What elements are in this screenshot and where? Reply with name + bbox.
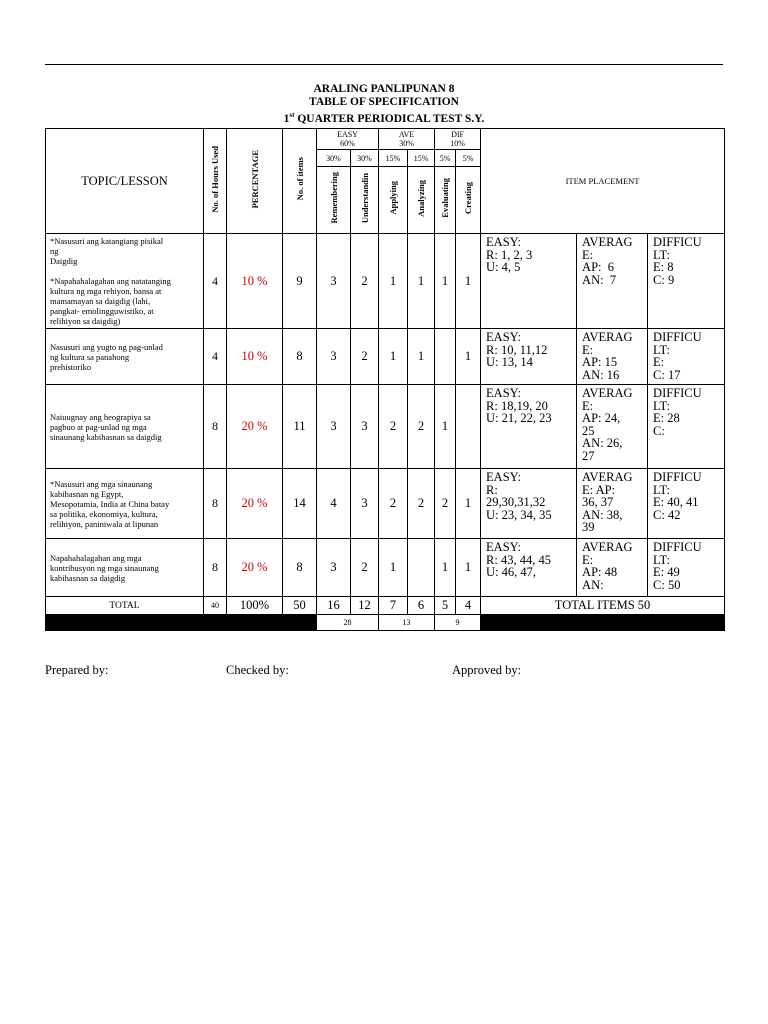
placement-line: C: 42 <box>653 507 681 522</box>
items-cell: 8 <box>283 539 317 597</box>
placement-line: C: 17 <box>653 367 681 382</box>
topic-line: sinaunang kabihasnan sa daigdig <box>50 431 162 442</box>
topic-line: pangkat- emolingguwistiko, at <box>50 306 154 316</box>
topic-line: *Napahahalagahan ang natatanging <box>50 276 171 286</box>
level-count-cell: 3 <box>351 469 379 539</box>
average-placement-cell <box>577 234 648 329</box>
difficult-placement-cell <box>648 385 725 469</box>
total-count: 16 <box>317 597 351 615</box>
level-count-cell <box>408 539 435 597</box>
hours-cell: 4 <box>204 234 227 329</box>
hours-cell: 8 <box>204 385 227 469</box>
placement-line: DIFFICU <box>653 470 702 484</box>
total-items-label: TOTAL ITEMS 50 <box>481 597 725 615</box>
level-count-cell: 3 <box>317 234 351 329</box>
level-count-cell: 2 <box>351 234 379 329</box>
easy-placement-cell <box>481 469 577 539</box>
topic-line: ng <box>50 246 59 256</box>
level-count-cell: 2 <box>351 539 379 597</box>
placement-line: LT: <box>653 552 671 567</box>
level-count-cell: 2 <box>351 329 379 385</box>
placement-line: E: 8 <box>653 260 674 274</box>
topic-line: kontribusyon ng mga sinaunang <box>50 562 159 573</box>
placement-line: EASY: <box>486 235 522 249</box>
placement-line: DIFFICU <box>653 330 702 344</box>
header-topic: TOPIC/LESSON <box>46 129 204 234</box>
table-body <box>46 234 725 597</box>
total-hours: 40 <box>204 597 227 615</box>
specification-table <box>45 128 725 631</box>
placement-line: U: 21, 22, 23 <box>486 411 552 425</box>
difficult-placement-cell <box>648 539 725 597</box>
level-count-cell: 1 <box>456 469 481 539</box>
topic-cell <box>46 469 204 539</box>
level-count-cell: 2 <box>408 469 435 539</box>
topic-line <box>50 266 199 276</box>
level-header: Creating <box>456 167 481 234</box>
placement-line: AN: 16 <box>582 367 620 382</box>
percentage-cell: 10 % <box>227 329 283 385</box>
table-row <box>46 469 725 539</box>
header-easy: EASY 60% <box>317 129 379 150</box>
topic-line: ng kultura sa panahong <box>50 351 130 362</box>
placement-line: AN: 26, <box>582 436 623 450</box>
difficult-placement-cell <box>648 329 725 385</box>
placement-line: E: 28 <box>653 411 680 425</box>
hours-cell: 8 <box>204 469 227 539</box>
difficult-placement-cell <box>648 234 725 329</box>
placement-line: AN: 7 <box>582 272 617 287</box>
placement-line: E: AP: <box>582 482 616 497</box>
level-count-cell: 2 <box>379 385 408 469</box>
subtotal-row <box>46 615 725 631</box>
level-count-cell: 2 <box>379 469 408 539</box>
placement-line: AVERAG <box>582 235 633 249</box>
average-placement-cell <box>577 385 648 469</box>
topic-cell <box>46 385 204 469</box>
topic-cell <box>46 329 204 385</box>
placement-line: LT: <box>653 398 671 413</box>
black-bar-left <box>46 615 317 631</box>
placement-line: E: <box>582 342 594 357</box>
header-ave: AVE 30% <box>379 129 435 150</box>
total-percentage: 100% <box>227 597 283 615</box>
placement-line: E: 40, 41 <box>653 495 699 509</box>
topic-cell <box>46 234 204 329</box>
level-count-cell: 1 <box>379 539 408 597</box>
topic-line: Daigdig <box>50 256 78 266</box>
level-count-cell: 1 <box>379 234 408 329</box>
subtotal-ave: 13 <box>379 615 435 631</box>
placement-line: AP: 48 <box>582 565 618 579</box>
easy-placement-cell <box>481 385 577 469</box>
level-count-cell: 1 <box>456 539 481 597</box>
placement-line: E: <box>582 247 594 262</box>
topic-cell <box>46 539 204 597</box>
header-hours: No. of Hours Used <box>204 129 227 234</box>
table-row <box>46 329 725 385</box>
average-placement-cell <box>577 469 648 539</box>
placement-line: R: 18,19, 20 <box>486 398 548 413</box>
easy-placement-cell <box>481 234 577 329</box>
topic-line: Napahahalagahan ang mga <box>50 552 142 563</box>
header-dif: DIF 10% <box>435 129 481 150</box>
level-count-cell: 1 <box>435 234 456 329</box>
total-row <box>46 597 725 615</box>
placement-line: AVERAG <box>582 540 633 554</box>
table-row <box>46 385 725 469</box>
placement-line: U: 4, 5 <box>486 260 521 274</box>
placement-line: 39 <box>582 520 595 534</box>
approved-by-label: Approved by: <box>452 663 522 677</box>
placement-line: AP: 24, <box>582 411 621 425</box>
header-percentage: PERCENTAGE <box>227 129 283 234</box>
level-count-cell: 1 <box>435 539 456 597</box>
placement-line: C: 9 <box>653 272 675 287</box>
total-label: TOTAL <box>46 597 204 615</box>
placement-line: U: 46, 47, <box>486 565 537 579</box>
level-count-cell: 1 <box>408 329 435 385</box>
subtotal-dif: 9 <box>435 615 481 631</box>
topic-line: pagbuo at pag-unlad ng mga <box>50 421 147 432</box>
black-bar-right <box>481 615 725 631</box>
topic-line: mamamayan sa daigdig (lahi, <box>50 296 151 306</box>
placement-line: EASY: <box>486 540 522 554</box>
placement-line: AN: 38, <box>582 507 623 522</box>
table-row <box>46 539 725 597</box>
level-count-cell: 3 <box>317 329 351 385</box>
sub-pct: 30% <box>317 150 351 167</box>
placement-line: AVERAG <box>582 470 633 484</box>
level-count-cell: 3 <box>351 385 379 469</box>
topic-line: sa politika, ekonomiya, kultura, <box>50 508 158 519</box>
title-tos: TABLE OF SPECIFICATION <box>309 96 459 108</box>
level-header: Understandin <box>351 167 379 234</box>
topic-line: relihiyon sa daigdig) <box>50 316 121 326</box>
placement-line: DIFFICU <box>653 235 702 249</box>
level-count-cell: 2 <box>408 385 435 469</box>
placement-line: R: <box>486 482 498 497</box>
hours-cell: 8 <box>204 539 227 597</box>
placement-line: DIFFICU <box>653 386 702 400</box>
placement-line: DIFFICU <box>653 540 702 554</box>
easy-placement-cell <box>481 329 577 385</box>
placement-line: U: 23, 34, 35 <box>486 507 552 522</box>
level-count-cell: 1 <box>456 329 481 385</box>
placement-line: EASY: <box>486 330 522 344</box>
prepared-by-label: Prepared by: <box>45 663 109 677</box>
title-subject: ARALING PANLIPUNAN 8 <box>313 83 455 95</box>
difficult-placement-cell <box>648 469 725 539</box>
level-count-cell: 1 <box>435 385 456 469</box>
percentage-cell: 10 % <box>227 234 283 329</box>
total-count: 7 <box>379 597 408 615</box>
placement-line: EASY: <box>486 386 522 400</box>
level-count-cell: 3 <box>317 385 351 469</box>
percentage-cell: 20 % <box>227 385 283 469</box>
placement-line: LT: <box>653 342 671 357</box>
total-count: 5 <box>435 597 456 615</box>
total-items: 50 <box>283 597 317 615</box>
topic-line: Nasusuri ang yugto ng pag-unlad <box>50 341 163 352</box>
placement-line: R: 1, 2, 3 <box>486 247 533 262</box>
total-count: 4 <box>456 597 481 615</box>
sub-pct: 15% <box>408 150 435 167</box>
level-header: Evaluating <box>435 167 456 234</box>
table-row <box>46 234 725 329</box>
topic-line: relihiyon, paniniwala at lipunan <box>50 518 159 529</box>
placement-line: U: 13, 14 <box>486 355 533 369</box>
topic-line: kabihasnan sa daigdig <box>50 572 126 583</box>
topic-line: prehistoriko <box>50 361 92 372</box>
table-footer <box>46 597 725 631</box>
average-placement-cell <box>577 329 648 385</box>
topic-line: *Nasusuri ang katangiang pisikal <box>50 236 164 246</box>
placement-line: 29,30,31,32 <box>486 495 546 509</box>
sub-pct: 30% <box>351 150 379 167</box>
hours-cell: 4 <box>204 329 227 385</box>
easy-placement-cell <box>481 539 577 597</box>
topic-line: Mesopotamia, India at China batay <box>50 498 170 509</box>
placement-line: AP: 6 <box>582 260 614 274</box>
total-count: 12 <box>351 597 379 615</box>
level-count-cell: 1 <box>408 234 435 329</box>
placement-line: LT: <box>653 247 671 262</box>
topic-line: kabihasnan ng Egypt, <box>50 488 124 499</box>
placement-line: R: 10, 11,12 <box>486 342 548 357</box>
sub-pct: 5% <box>456 150 481 167</box>
level-header: Analyzing <box>408 167 435 234</box>
placement-line: C: <box>653 423 665 438</box>
percentage-cell: 20 % <box>227 539 283 597</box>
placement-line: AVERAG <box>582 330 633 344</box>
level-count-cell: 2 <box>435 469 456 539</box>
level-count-cell: 4 <box>317 469 351 539</box>
level-count-cell: 1 <box>379 329 408 385</box>
placement-line: AN: <box>582 577 604 592</box>
items-cell: 11 <box>283 385 317 469</box>
placement-line: C: 50 <box>653 577 681 592</box>
placement-line: E: <box>582 552 594 567</box>
percentage-cell: 20 % <box>227 469 283 539</box>
placement-line: AVERAG <box>582 386 633 400</box>
topic-line: Naiuugnay ang heograpiya sa <box>50 411 151 422</box>
document-title <box>45 83 723 126</box>
topic-line: *Nasusuri ang mga sinaunang <box>50 478 153 489</box>
level-header: Applying <box>379 167 408 234</box>
header-items: No. of items <box>283 129 317 234</box>
placement-line: EASY: <box>486 470 522 484</box>
sub-pct: 5% <box>435 150 456 167</box>
placement-line: 25 <box>582 423 595 438</box>
placement-line: R: 43, 44, 45 <box>486 552 551 567</box>
level-count-cell <box>456 385 481 469</box>
checked-by-label: Checked by: <box>226 663 289 677</box>
placement-line: E: <box>582 398 594 413</box>
top-rule <box>45 64 723 65</box>
items-cell: 8 <box>283 329 317 385</box>
items-cell: 14 <box>283 469 317 539</box>
placement-line: E: <box>653 355 665 369</box>
header-item-placement: ITEM PLACEMENT <box>481 129 725 234</box>
placement-line: LT: <box>653 482 671 497</box>
placement-line: E: 49 <box>653 565 680 579</box>
level-count-cell: 3 <box>317 539 351 597</box>
table-header <box>46 129 725 234</box>
average-placement-cell <box>577 539 648 597</box>
items-cell: 9 <box>283 234 317 329</box>
placement-line: AP: 15 <box>582 355 618 369</box>
topic-line: kultura ng mga rehiyon, bansa at <box>50 286 162 296</box>
total-count: 6 <box>408 597 435 615</box>
title-quarter: 1st QUARTER PERIODICAL TEST S.Y. <box>283 111 485 125</box>
level-header: Remembering <box>317 167 351 234</box>
level-count-cell <box>435 329 456 385</box>
placement-line: 27 <box>582 448 595 463</box>
placement-line: 36, 37 <box>582 495 614 509</box>
subtotal-easy: 28 <box>317 615 379 631</box>
level-count-cell: 1 <box>456 234 481 329</box>
sub-pct: 15% <box>379 150 408 167</box>
